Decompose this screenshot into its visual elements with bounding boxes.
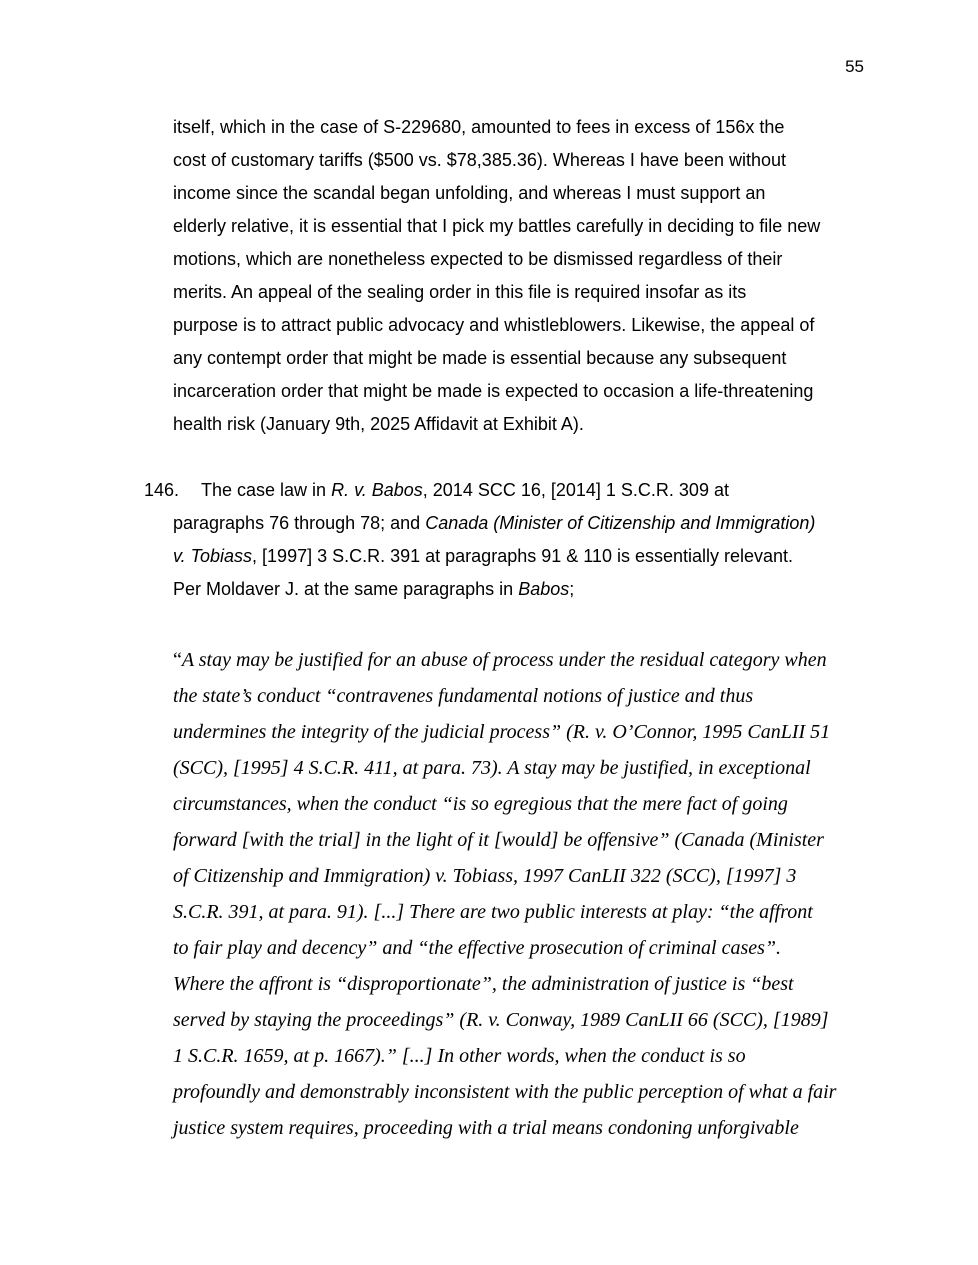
text-segment: A stay may be justified for an abuse of process under the residual category when bbox=[181, 649, 827, 671]
paragraph-line: incarceration order that might be made is expected to occasion a life-threatening bbox=[173, 381, 814, 401]
paragraph-number: 146. bbox=[144, 480, 180, 500]
case-citation: Canada (Minister of Citizenship and Immigration) bbox=[425, 513, 816, 533]
paragraph-line: merits. An appeal of the sealing order in this file is required insofar as its bbox=[173, 282, 747, 302]
paragraph-line bbox=[173, 474, 873, 507]
paragraph-line bbox=[173, 540, 873, 573]
quote-line: 1 S.C.R. 1659, at p. 1667).” [...] In other words, when the conduct is so bbox=[173, 1045, 746, 1067]
paragraph-line: health risk (January 9th, 2025 Affidavit at Exhibit A). bbox=[173, 414, 584, 434]
quote-line: Where the affront is “disproportionate”, the administration of justice is “best bbox=[173, 973, 794, 995]
paragraph-146 bbox=[144, 474, 873, 606]
paragraph-line: income since the scandal began unfolding, and whereas I must support an bbox=[173, 183, 766, 203]
text-segment: , [1997] 3 S.C.R. 391 at paragraphs 91 & 110 is essentially relevant. bbox=[252, 546, 794, 566]
quote-line: circumstances, when the conduct “is so egregious that the mere fact of going bbox=[173, 793, 788, 815]
paragraph-line: elderly relative, it is essential that I pick my battles carefully in deciding to file new bbox=[173, 216, 821, 236]
case-citation: Babos bbox=[518, 579, 570, 599]
quote-line: profoundly and demonstrably inconsistent with the public perception of what a fair bbox=[173, 1081, 837, 1103]
continued-paragraph bbox=[173, 111, 873, 441]
quote-line: justice system requires, proceeding with a trial means condoning unforgivable bbox=[173, 1117, 799, 1139]
quote-line: the state’s conduct “contravenes fundamental notions of justice and thus bbox=[173, 685, 754, 707]
quote-line: of Citizenship and Immigration) v. Tobiass, 1997 CanLII 322 (SCC), [1997] 3 bbox=[173, 865, 797, 887]
page-number: 55 bbox=[845, 57, 864, 76]
case-citation: v. Tobiass bbox=[173, 546, 253, 566]
quote-line: to fair play and decency” and “the effective prosecution of criminal cases”. bbox=[173, 937, 782, 959]
paragraph-line bbox=[173, 573, 873, 606]
paragraph-line: purpose is to attract public advocacy and whistleblowers. Likewise, the appeal of bbox=[173, 315, 815, 335]
paragraph-line: itself, which in the case of S-229680, amounted to fees in excess of 156x the bbox=[173, 117, 785, 137]
text-segment: ; bbox=[569, 579, 575, 599]
quote-line bbox=[173, 642, 873, 678]
case-citation: R. v. Babos bbox=[331, 480, 423, 500]
quote-line: S.C.R. 391, at para. 91). [...] There are two public interests at play: “the affront bbox=[173, 901, 813, 923]
text-segment: The case law in bbox=[201, 480, 332, 500]
block-quote bbox=[173, 642, 873, 1146]
paragraph-line bbox=[173, 507, 873, 540]
quote-line: undermines the integrity of the judicial process” (R. v. O’Connor, 1995 CanLII 51 bbox=[173, 721, 831, 743]
quote-open-mark: “ bbox=[173, 649, 182, 671]
text-segment: paragraphs 76 through 78; and bbox=[173, 513, 426, 533]
quote-line: served by staying the proceedings” (R. v. Conway, 1989 CanLII 66 (SCC), [1989] bbox=[173, 1009, 829, 1031]
paragraph-line: cost of customary tariffs ($500 vs. $78,385.36). Whereas I have been without bbox=[173, 150, 786, 170]
paragraph-line: motions, which are nonetheless expected to be dismissed regardless of their bbox=[173, 249, 783, 269]
text-segment: Per Moldaver J. at the same paragraphs in bbox=[173, 579, 519, 599]
paragraph-line: any contempt order that might be made is essential because any subsequent bbox=[173, 348, 787, 368]
text-segment: , 2014 SCC 16, [2014] 1 S.C.R. 309 at bbox=[422, 480, 729, 500]
quote-line: (SCC), [1995] 4 S.C.R. 411, at para. 73). A stay may be justified, in exceptional bbox=[173, 757, 811, 779]
quote-line: forward [with the trial] in the light of it [would] be offensive” (Canada (Minister bbox=[173, 829, 824, 851]
